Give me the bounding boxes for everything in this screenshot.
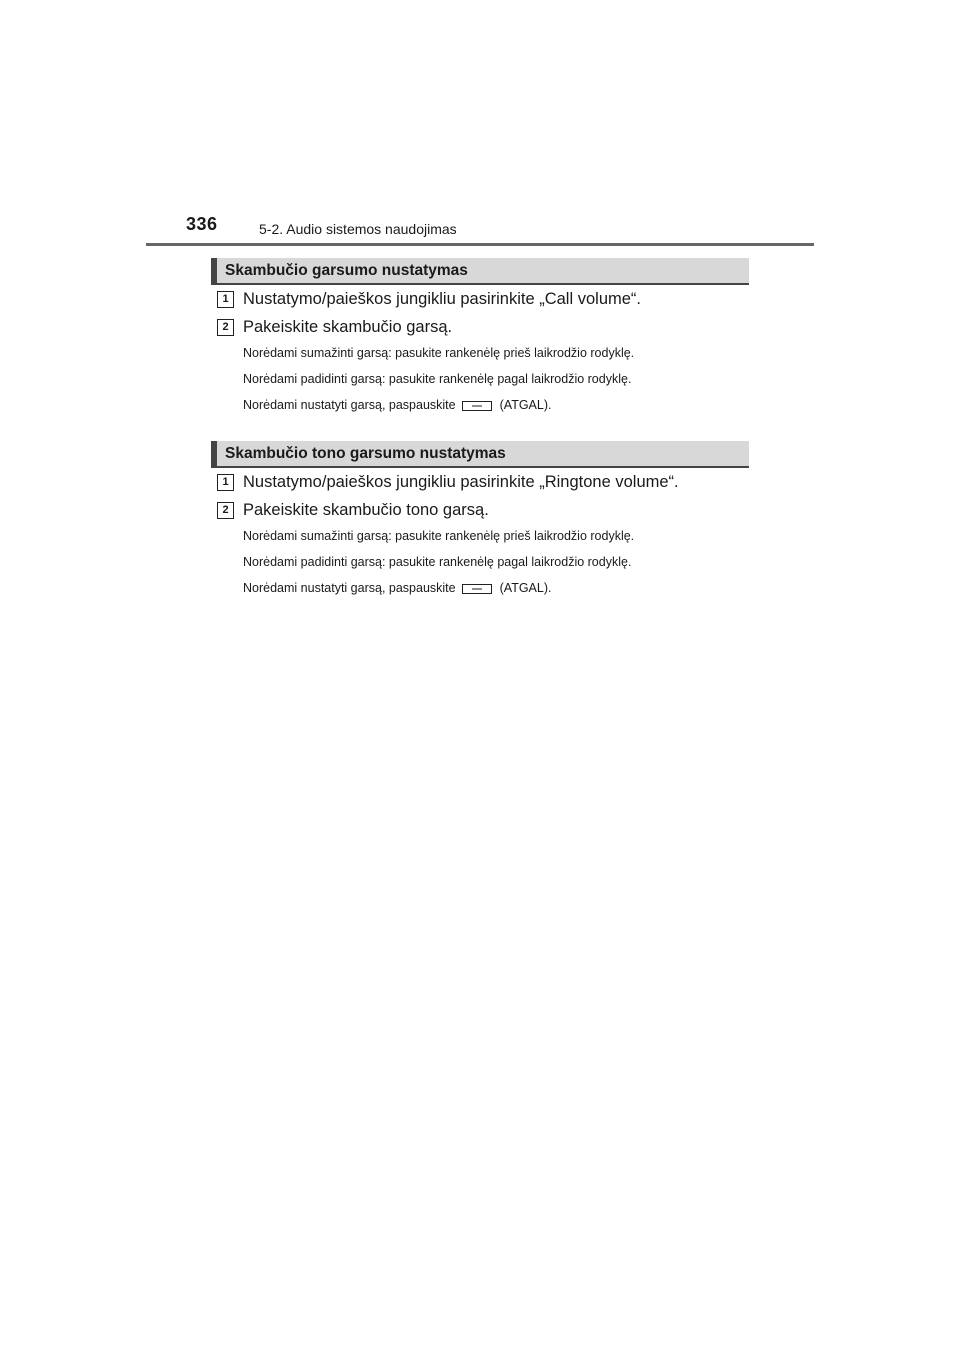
heading-accent-bar	[211, 258, 217, 283]
step-text: Pakeiskite skambučio garsą.	[243, 318, 453, 336]
section-title: Skambučio garsumo nustatymas	[225, 262, 468, 279]
note-text: Norėdami padidinti garsą: pasukite rankenėlę pagal laikrodžio rodyklę.	[243, 555, 632, 569]
note-back-instruction	[243, 398, 551, 412]
back-button-icon	[462, 583, 492, 593]
step-item	[217, 290, 757, 312]
step-number-badge: 1	[217, 291, 234, 308]
step-number-badge: 2	[217, 319, 234, 336]
heading-accent-bar	[211, 441, 217, 466]
step-number-badge: 1	[217, 474, 234, 491]
note-text: Norėdami padidinti garsą: pasukite rankenėlę pagal laikrodžio rodyklę.	[243, 372, 632, 386]
section-title: Skambučio tono garsumo nustatymas	[225, 445, 506, 462]
note-text: (ATGAL).	[499, 581, 552, 595]
back-button-icon	[462, 400, 492, 410]
note-text: Norėdami sumažinti garsą: pasukite rankenėlę prieš laikrodžio rodyklę.	[243, 346, 635, 360]
note-text: Norėdami nustatyti garsą, paspauskite	[243, 398, 456, 412]
note-text: Norėdami nustatyti garsą, paspauskite	[243, 581, 456, 595]
section-heading-ringtone-volume	[211, 441, 749, 468]
note-back-instruction	[243, 581, 551, 595]
step-text: Nustatymo/paieškos jungikliu pasirinkite „Call volume“.	[243, 290, 641, 308]
step-text: Nustatymo/paieškos jungikliu pasirinkite „Ringtone volume“.	[243, 473, 679, 491]
page-number: 336	[186, 214, 218, 234]
page-header	[0, 0, 960, 250]
step-text: Pakeiskite skambučio tono garsą.	[243, 501, 489, 519]
step-item	[217, 473, 757, 495]
step-number-badge: 2	[217, 502, 234, 519]
note-text: (ATGAL).	[499, 398, 552, 412]
header-divider	[146, 243, 814, 246]
section-heading-call-volume	[211, 258, 749, 285]
note-text: Norėdami sumažinti garsą: pasukite rankenėlę prieš laikrodžio rodyklę.	[243, 529, 635, 543]
step-item	[217, 318, 757, 340]
chapter-title: 5-2. Audio sistemos naudojimas	[259, 221, 457, 237]
step-item	[217, 501, 757, 523]
